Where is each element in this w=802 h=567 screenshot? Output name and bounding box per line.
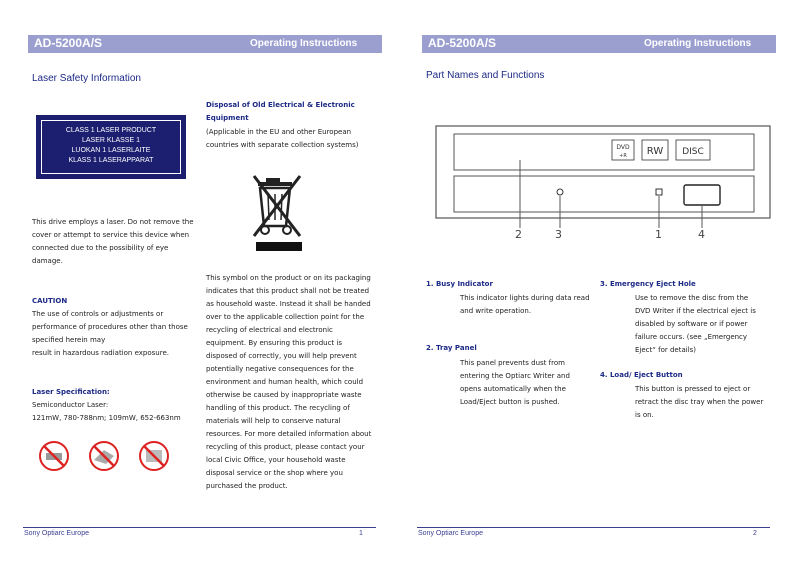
weee-bin-icon: [250, 172, 308, 254]
item-tray-panel-title: 2. Tray Panel: [426, 344, 477, 352]
callout-3: 3: [555, 228, 562, 241]
svg-text:DVD: DVD: [616, 144, 630, 151]
laser-spec-text: Semiconductor Laser: 121mW, 780-788nm; 109mW, 652-663nm: [32, 401, 181, 422]
doc-title: Operating Instructions: [250, 38, 358, 49]
laser-warning-icons: [36, 436, 176, 476]
callout-1: 1: [655, 228, 662, 241]
callout-2: 2: [515, 228, 522, 241]
part-names-title: Part Names and Functions: [426, 70, 545, 81]
laser-safety-title: Laser Safety Information: [32, 73, 141, 84]
model-name: AD-5200A/S: [428, 36, 497, 50]
footer-company: Sony Optiarc Europe: [24, 530, 89, 537]
doc-title: Operating Instructions: [644, 38, 752, 49]
item-tray-panel-text: This panel prevents dust from entering the Optiarc Writer and opens automatically when the Load/Eject button is pushed.: [460, 359, 570, 406]
item-emergency-eject-text: Use to remove the disc from the DVD Writer if the electrical eject is disabled by software or if power failure occurs. (see „Emergency Eject“ for details): [635, 294, 756, 354]
laser-label-line: LASER KLASSE 1: [82, 137, 140, 144]
caution-title: CAUTION: [32, 297, 68, 305]
item-load-eject-text: This button is pressed to eject or retract the disc tray when the power is on.: [635, 385, 764, 419]
no-touch-icon: [90, 442, 118, 470]
page-number: 1: [359, 530, 363, 537]
item-load-eject-title: 4. Load/ Eject Button: [600, 371, 683, 379]
svg-text:DISC: DISC: [682, 147, 704, 157]
footer-rule: [23, 527, 376, 528]
svg-text:+R: +R: [619, 153, 627, 159]
load-eject-button[interactable]: [684, 185, 720, 205]
laser-label-line: CLASS 1 LASER PRODUCT: [65, 127, 157, 134]
no-open-icon: [140, 442, 168, 470]
item-busy-indicator-title: 1. Busy Indicator: [426, 280, 493, 288]
callout-4: 4: [698, 228, 705, 241]
no-disassemble-icon: [40, 442, 68, 470]
drive-front-diagram: [434, 124, 774, 244]
laser-warning-text: This drive employs a laser. Do not remove the cover or attempt to service this device when connected due to the possibility of eye damage.: [32, 218, 194, 265]
model-name: AD-5200A/S: [34, 36, 103, 50]
emergency-eject-hole: [557, 189, 563, 195]
disposal-subtitle: (Applicable in the EU and other European countries with separate collection systems): [206, 128, 359, 149]
laser-class-label: [36, 115, 186, 179]
svg-text:RW: RW: [646, 146, 664, 157]
page-2-header: [422, 35, 776, 53]
disc-logo-icons: [612, 140, 710, 160]
page-2: [394, 0, 794, 567]
busy-indicator: [656, 189, 662, 195]
page-1-header: [28, 35, 382, 53]
disposal-title: Disposal of Old Electrical & Electronic Equipment: [206, 101, 355, 122]
caution-text: The use of controls or adjustments or performance of procedures other than those specified herein may result in hazardous radiation exposure.: [32, 310, 188, 357]
item-busy-indicator-text: This indicator lights during data read and write operation.: [460, 294, 590, 315]
page-1: [0, 0, 400, 567]
laser-spec-title: Laser Specification:: [32, 388, 110, 396]
item-emergency-eject-title: 3. Emergency Eject Hole: [600, 280, 696, 288]
page-number: 2: [753, 530, 757, 537]
disposal-text: This symbol on the product or on its packaging indicates that this product shall not be treated as household waste. Instead it shall be handed over to the applicable collection point for the recycling of electrical and electronic equipment. By ensuring this product is disposed of correctly, you will help prevent potentially negative consequences for the environment and human health, which could otherwise be caused by inappropriate waste handling of this product. The recycling of materials will help to conserve natural resources. For more detailed information about recycling of this product, please contact your local Civic Office, your household waste disposal service or the shop where you purchased the product.: [206, 274, 372, 490]
footer-company: Sony Optiarc Europe: [418, 530, 483, 537]
footer-rule: [417, 527, 770, 528]
laser-label-line: LUOKAN 1 LASERLAITE: [71, 147, 151, 154]
laser-label-line: KLASS 1 LASERAPPARAT: [68, 157, 154, 164]
